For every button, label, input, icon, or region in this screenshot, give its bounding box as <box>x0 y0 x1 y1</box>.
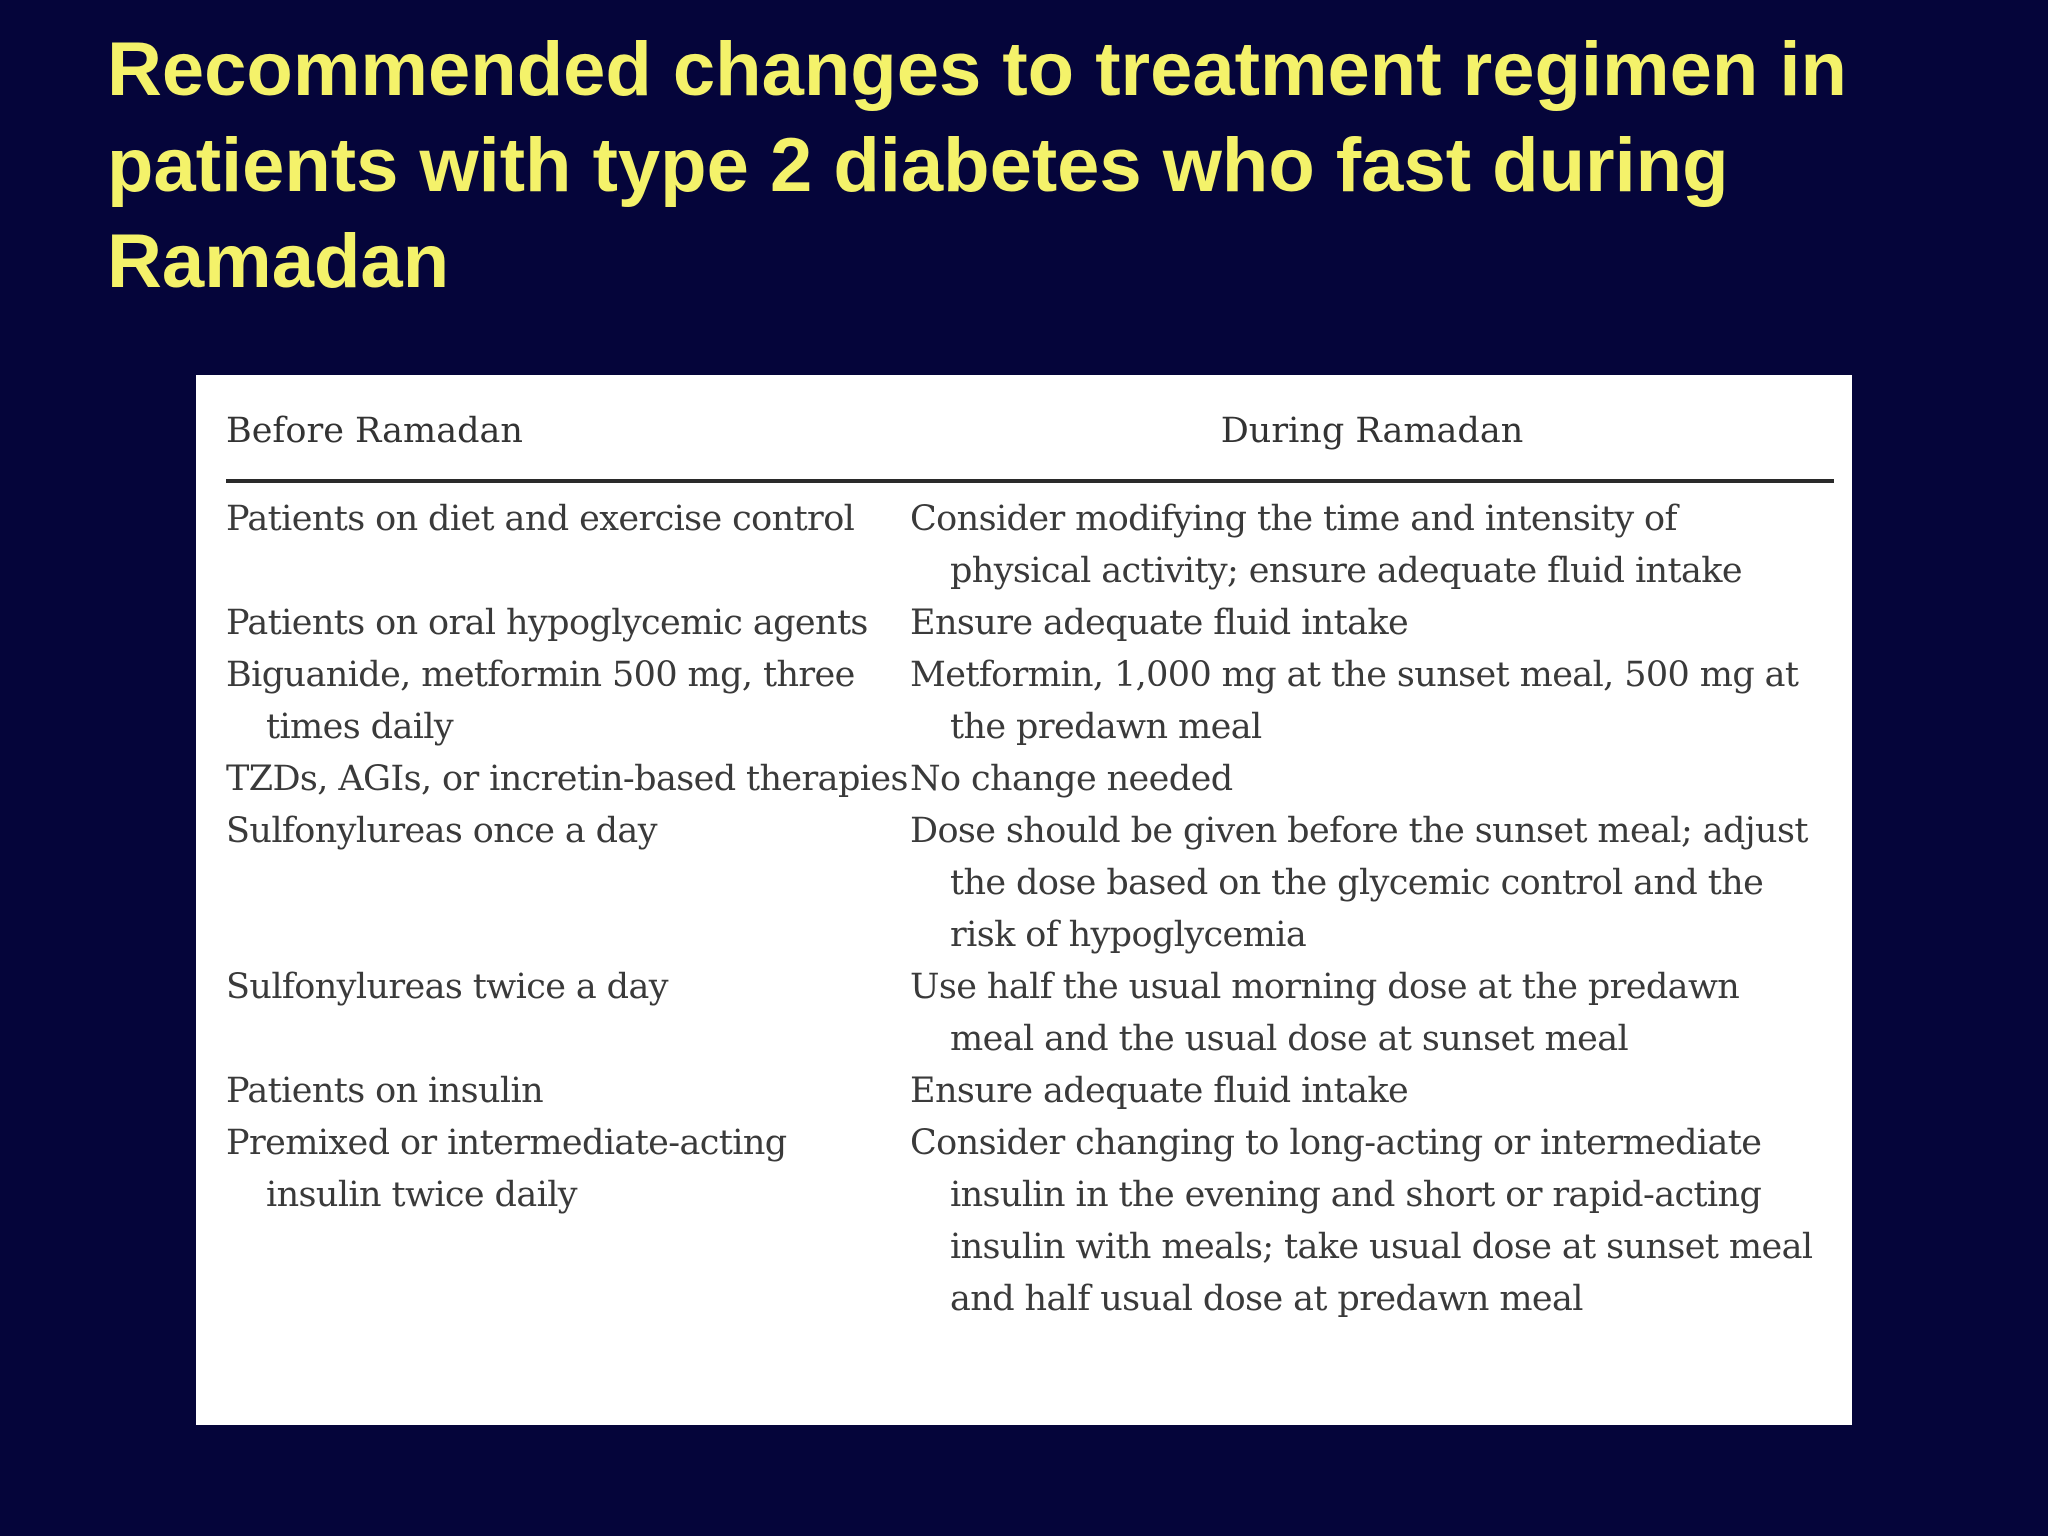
treatment-table <box>196 375 1852 1425</box>
header-before-ramadan: Before Ramadan <box>226 411 523 451</box>
table-row <box>226 961 1834 1065</box>
table-row <box>226 1117 1834 1325</box>
before-cell: Patients on insulin <box>226 1071 544 1111</box>
before-cell: Sulfonylureas once a day <box>226 811 657 851</box>
before-cell: Biguanide, metformin 500 mg, three times daily <box>226 655 855 747</box>
table-header-row <box>226 405 1834 483</box>
during-cell: Ensure adequate fluid intake <box>910 1071 1409 1111</box>
table-row <box>226 649 1834 753</box>
during-cell: Dose should be given before the sunset meal; adjust the dose based on the glycemic control and the risk of hypoglycemia <box>910 811 1808 955</box>
slide-title: Recommended changes to treatment regimen in patients with type 2 diabetes who fast during Ramadan <box>107 27 1847 304</box>
before-cell: Sulfonylureas twice a day <box>226 967 668 1007</box>
header-during-ramadan: During Ramadan <box>1220 411 1524 451</box>
before-cell: Patients on oral hypoglycemic agents <box>226 603 868 643</box>
during-cell: Consider modifying the time and intensity of physical activity; ensure adequate fluid intake <box>910 499 1742 591</box>
during-cell: Metformin, 1,000 mg at the sunset meal, 500 mg at the predawn meal <box>910 655 1799 747</box>
before-cell: TZDs, AGIs, or incretin-based therapies <box>226 759 908 799</box>
table-row <box>226 1065 1834 1117</box>
table-row <box>226 597 1834 649</box>
during-cell: Consider changing to long-acting or intermediate insulin in the evening and short or rapid-acting insulin with meals; take usual dose at sunset meal and half usual dose at predawn meal <box>910 1123 1813 1319</box>
table-row <box>226 753 1834 805</box>
during-cell: Use half the usual morning dose at the predawn meal and the usual dose at sunset meal <box>910 967 1740 1059</box>
before-cell: Patients on diet and exercise control <box>226 499 855 539</box>
table-row <box>226 805 1834 961</box>
table-row <box>226 493 1834 597</box>
during-cell: Ensure adequate fluid intake <box>910 603 1409 643</box>
before-cell: Premixed or intermediate-acting insulin twice daily <box>226 1123 787 1215</box>
table-body <box>226 483 1834 1325</box>
during-cell: No change needed <box>910 759 1233 799</box>
